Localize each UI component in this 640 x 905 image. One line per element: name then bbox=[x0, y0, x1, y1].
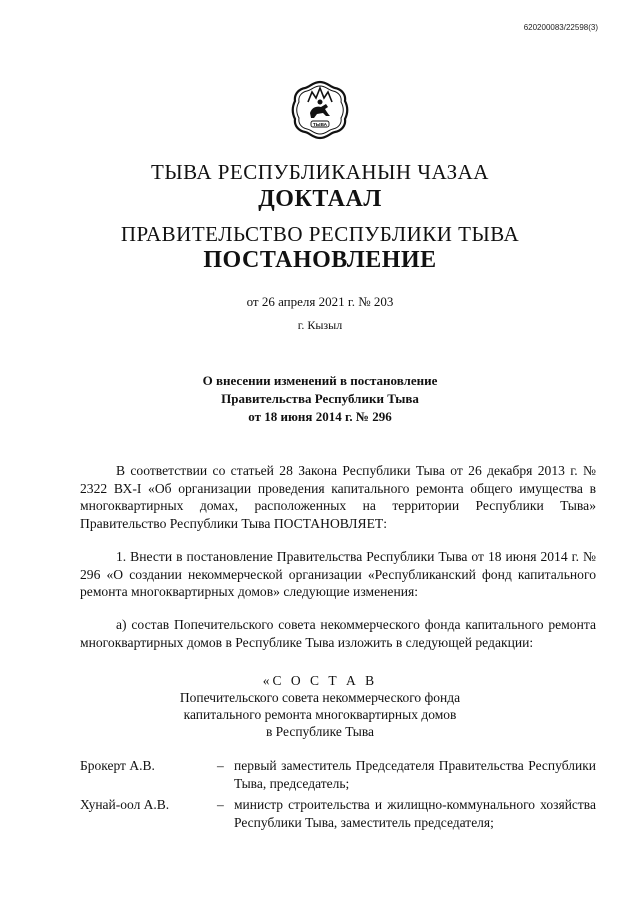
document-title bbox=[0, 372, 640, 426]
member-name: Брокерт А.В. bbox=[80, 758, 155, 773]
member-dash: – bbox=[217, 758, 224, 773]
member-name: Хунай-оол А.В. bbox=[80, 797, 170, 812]
document-registration-number: 620200083/22598(3) bbox=[523, 23, 598, 32]
header-government-russian: ПРАВИТЕЛЬСТВО РЕСПУБЛИКИ ТЫВА bbox=[120, 222, 520, 246]
header-resolution-russian: ПОСТАНОВЛЕНИЕ bbox=[203, 247, 437, 273]
header-resolution-tyvan: ДОКТААЛ bbox=[258, 186, 382, 212]
body-paragraph-item-a: а) состав Попечительского совета некоммерческого фонда капитального ремонта многоквартирных домов в Республике Тыва изложить в следующей редакции: bbox=[80, 617, 596, 650]
composition-title: «С О С Т А В bbox=[262, 673, 378, 688]
title-line: О внесении изменений в постановление bbox=[202, 373, 438, 388]
document-date-number: от 26 апреля 2021 г. № 203 bbox=[246, 294, 394, 309]
member-role: первый заместитель Председателя Правительства Республики Тыва, председатель; bbox=[234, 758, 596, 791]
body-paragraph-item-1: 1. Внести в постановление Правительства Республики Тыва от 18 июня 2014 г. № 296 «О создании некоммерческой организации «Республиканский фонд капитального ремонта многоквартирных домов» следующие изменения: bbox=[80, 549, 596, 599]
emblem-ribbon-text: ТЫВА bbox=[312, 123, 328, 128]
body-paragraph-preamble: В соответствии со статьей 28 Закона Республики Тыва от 26 декабря 2013 г. № 2322 ВХ-I «Об организации проведения капитального ремонта общего имущества в многоквартирных домах, расположенных на территории Республики Тыва» Правительство Республики Тыва ПОСТАНОВЛЯЕТ: bbox=[80, 463, 596, 531]
title-line: Правительства Республики Тыва bbox=[221, 391, 419, 406]
composition-subtitle-line: капитального ремонта многоквартирных домов bbox=[183, 707, 457, 722]
tyva-coat-of-arms-emblem bbox=[290, 80, 350, 140]
document-city: г. Кызыл bbox=[297, 318, 343, 332]
member-role: министр строительства и жилищно-коммунального хозяйства Республики Тыва, заместитель председателя; bbox=[234, 797, 596, 830]
composition-heading bbox=[0, 672, 640, 740]
composition-subtitle-line: Попечительского совета некоммерческого фонда bbox=[179, 690, 461, 705]
composition-subtitle-line: в Республике Тыва bbox=[265, 724, 375, 739]
title-line: от 18 июня 2014 г. № 296 bbox=[248, 409, 392, 424]
member-dash: – bbox=[217, 797, 224, 812]
header-government-tyvan: ТЫВА РЕСПУБЛИКАНЫН ЧАЗАА bbox=[151, 160, 489, 184]
